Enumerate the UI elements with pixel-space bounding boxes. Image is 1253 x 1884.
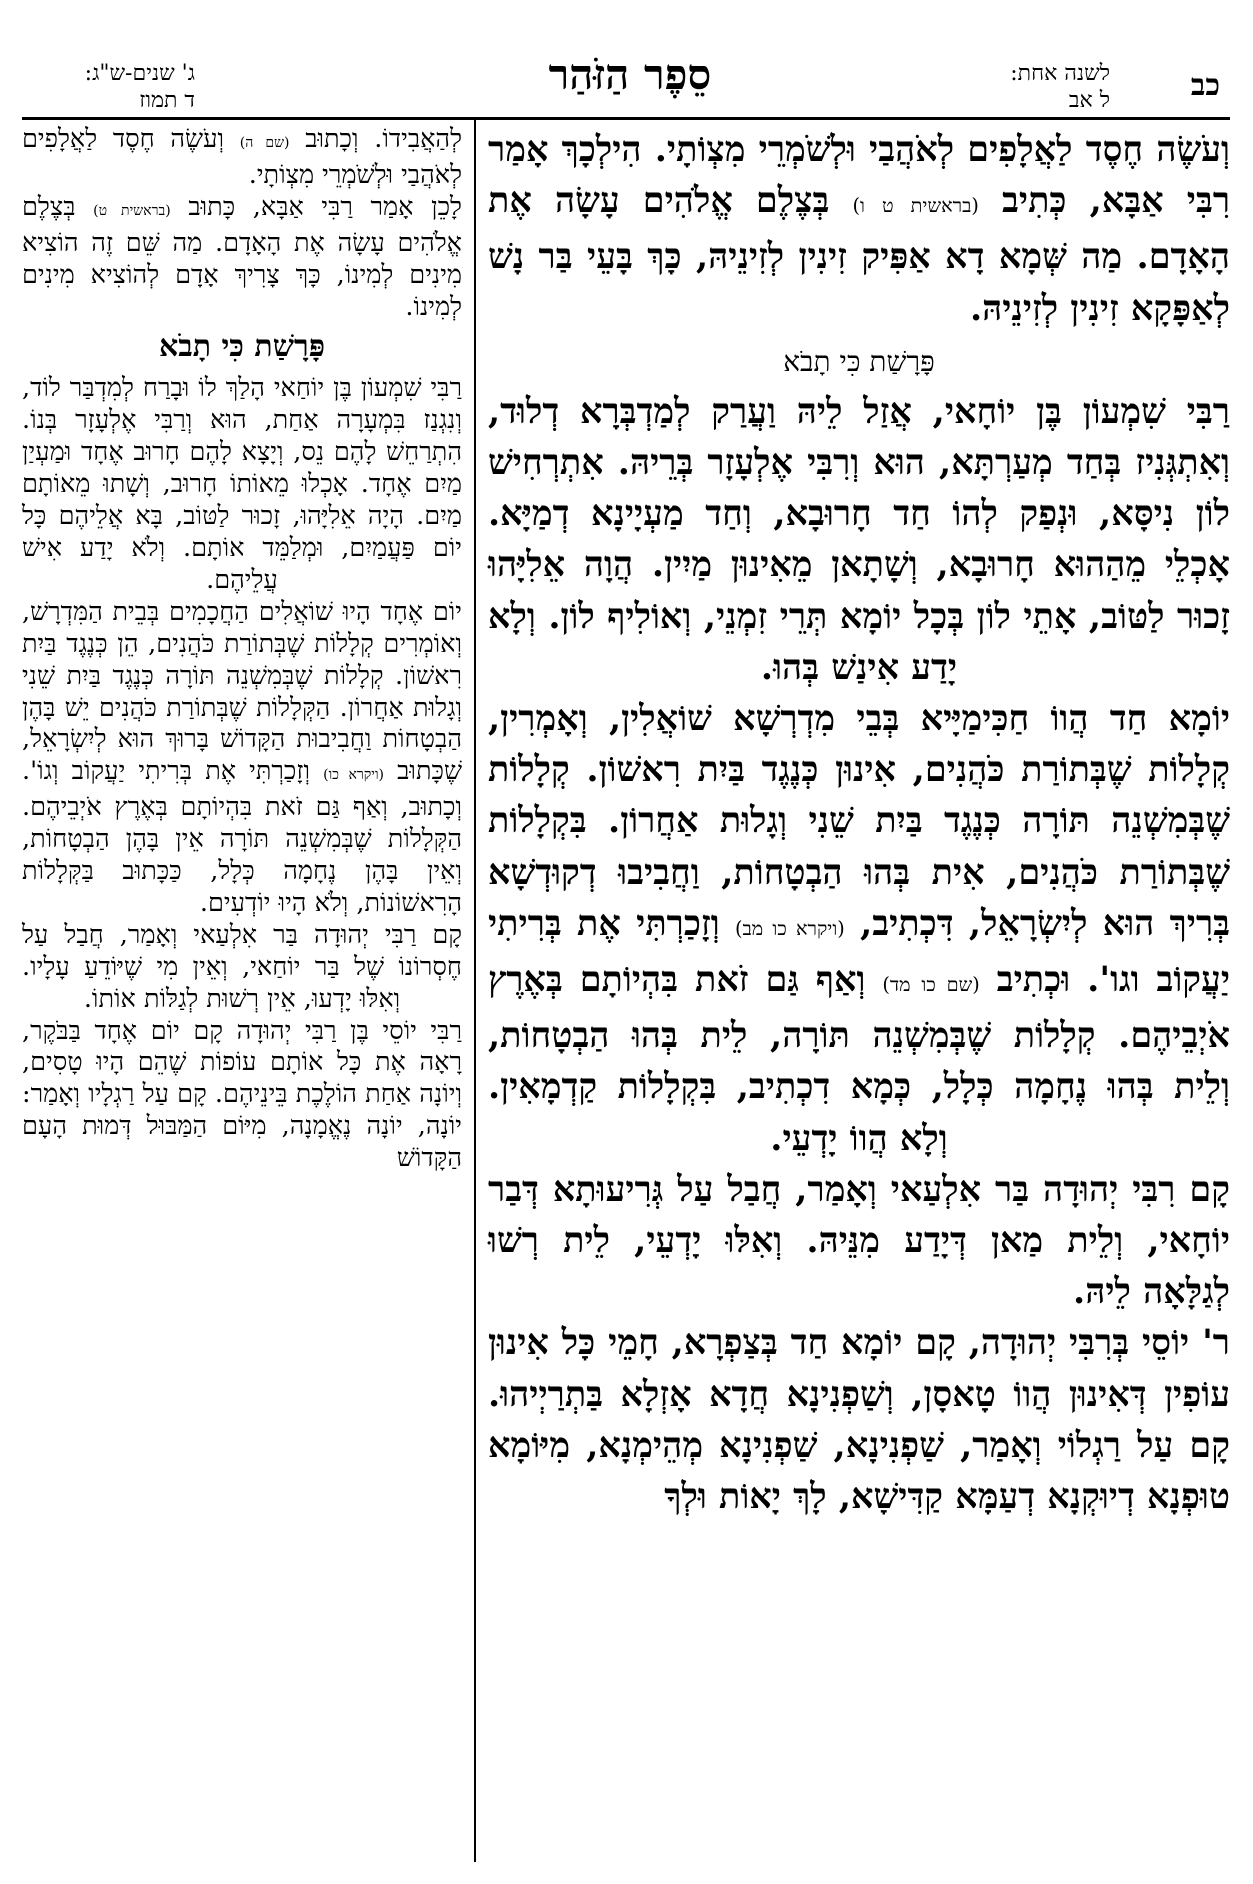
book-title: סֵפֶר הַזֹּהַר <box>548 50 712 99</box>
side-p1-reference: (שם ה) <box>239 135 290 151</box>
main-paragraph-2: רַבִּי שִׁמְעוֹן בֶּן יוֹחָאי, אֲזַל לֵיהּ וַעֲרַק לְמַדְבְּרָא דְלוּד, וְאִתְגְּנִיז בְּחַד מְעַרְתָּא, הוּא וְרִבִּי אֶלְעָזָר בְּרֵיהּ. אִתְרְחִישׁ לוֹן נִיסָּא, וּנְפַק לְהוֹ חַד חָרוּבָא, וְחַד מַעְיָינָא דְמַיָּא. אָכְלֵי מֵהַהוּא חָרוּבָא, וְשָׁתָאן מֵאִינוּן מַיִין. הֲוָה אֵלִיָּהוּ זָכוּר לַטּוֹב, אָתֵי לוֹן בְּכָל יוֹמָא תְּרֵי זִמְנֵי, וְאוֹלִיף לוֹן. וְלָא יָדַע אִינַשׁ בְּהוּ. <box>488 390 1230 688</box>
side-p2-text-b: בְּצֶלֶם אֱלֹהִים עָשָׂה אֶת הָאָדָם. מַה שֵּׁם זֶה הוֹצִיא מִינִים לְמִינוֹ, כָּךְ צָרִיךְ אָדָם לְהוֹצִיא מִינִים לְמִינוֹ. <box>22 191 462 322</box>
header-left-line2: ד תמוז <box>139 88 195 113</box>
main-p1-text-b: בְּצֶלֶם אֱלֹהִים עָשָׂה אֶת הָאָדָם. מַה שְּׁמָא דָא אַפִּיק זִינִין לְזִינֵיהּ, כָּךְ בָּעֵי בַּר נָשׁ לְאַפָּקָא זִינִין לְזִינֵיהּ. <box>488 180 1230 329</box>
header-right-line2: ל אב <box>1068 88 1110 113</box>
side-p4-text: יוֹם אֶחָד הָיוּ שׁוֹאֲלִים הַחֲכָמִים בְּבֵית הַמִּדְרָשׁ, וְאוֹמְרִים קְלָלוֹת שֶׁבְּתוֹרַת כֹּהֲנִים, הֵן כְּנֶגֶד בַּיִת רִאשׁוֹן. קְלָלוֹת שֶׁבְּמִשְׁנֵה תּוֹרָה כְּנֶגֶד בַּיִת שֵׁנִי וְגָלוּת אַחֲרוֹן. הַקְּלָלוֹת שֶׁבְּתוֹרַת כֹּהֲנִים יֵשׁ בָּהֶן הַבְטָחוֹת וַחֲבִיבוּת הַקָּדוֹשׁ בָּרוּךְ הוּא לְיִשְׂרָאֵל, שֶׁכָּתוּב <box>22 596 463 787</box>
side-p2-text: לָכֵן אָמַר רַבִּי אַבָּא, כָּתוּב <box>188 191 462 222</box>
column-divider <box>474 120 476 1862</box>
main-paragraph-5: ר' יוֹסֵי בְּרִבִּי יְהוּדָה, קָם יוֹמָא חַד בְּצַפְרָא, חָמֵי כָּל אִינוּן עוֹפִין דְּאִינוּן הֲווֹ טָאסָן, וְשַׁפְנִינָא חֲדָא אָזְלָא בַּתְרַיְיהוּ. קָם עַל רַגְלוֹי וְאָמַר, שַׁפְנִינָא, שַׁפְנִינָא מְהֵימְנָא, מִיּוֹמָא טוּפְנָא דְיוּקְנָא דְעַמָּא קַדִּישָׁא, לָךְ יָאוֹת וּלְךָ <box>488 1322 1230 1518</box>
main-p3-reference-2: (שם כו מד) <box>882 973 980 997</box>
page-header <box>0 0 1253 118</box>
main-p3-text: יוֹמָא חַד הֲווֹ חַכִּימַיָּיא בְּבֵי מִדְרְשָׁא שׁוֹאֲלִין, וְאָמְרִין, קְלָלוֹת שֶׁבְּתוֹרַת כֹּהֲנִים, אִינוּן כְּנֶגֶד בַּיִת רִאשׁוֹן. קְלָלוֹת שֶׁבְּמִשְׁנֵה תּוֹרָה כְּנֶגֶד בַּיִת שֵׁנִי וְגָלוּת אַחֲרוֹן. בִּקְלָלוֹת שֶׁבְּתוֹרַת כֹּהֲנִים, אִית בְּהוּ הַבְטָחוֹת, וַחֲבִיבוּ דְקוּדְשָׁא בְּרִיךְ הוּא לְיִשְׂרָאֵל, דִּכְתִיב, <box>488 698 1231 944</box>
side-paragraph-5: קָם רַבִּי יְהוּדָה בַּר אִלְעַאי וְאָמַר, חֲבַל עַל חֶסְרוֹנוֹ שֶׁל בַּר יוֹחַאי, וְאֵין מִי שֶׁיּוֹדֵעַ עָלָיו. וְאִלּוּ יָדְעוּ, אֵין רְשׁוּת לְגַלּוֹת אוֹתוֹ. <box>22 919 462 1014</box>
side-p2-reference: (בראשית ט) <box>93 202 171 219</box>
header-rule <box>22 117 1230 120</box>
main-paragraph-4: קָם רִבִּי יְהוּדָה בַּר אִלְעַאי וְאָמַר, חֲבַל עַל גְּרִיעוּתָא דְּבַר יוֹחָאי, וְלֵית מַאן דְּיָדַע מִנֵּיהּ. וְאִלּוּ יָדְעֵי, לֵית רְשׁוּ לְגַלָּאָה לֵיהּ. <box>488 1168 1230 1313</box>
header-left-schedule <box>20 60 195 114</box>
side-p4-text-b: וְזָכַרְתִּי אֶת בְּרִיתִי יַעֲקוֹב וְגוֹ'. וְכָתוּב, וְאַף גַּם זֹאת בִּהְיוֹתָם בְּאֶרֶץ אֹיְבֵיהֶם. הַקְּלָלוֹת שֶׁבְּמִשְׁנֵה תּוֹרָה אֵין בָּהֶן הַבְטָחוֹת, וְאֵין בָּהֶן נֶחָמָה כְּלָל, כַּכָּתוּב בַּקְּלָלוֹת הָרִאשׁוֹנוֹת, וְלֹא הָיוּ יוֹדְעִים. <box>22 756 462 918</box>
side-section-title: פָּרָשַׁת כִּי תָבֹא <box>158 329 326 365</box>
side-p1-text-b: וְעֹשֶׂה חֶסֶד לַאֲלָפִים לְאֹהֲבַי וּלְשֹׁמְרֵי מִצְוֹתָי. <box>22 124 462 190</box>
header-left-line1: ג' שנים-ש"ג: <box>84 61 195 86</box>
header-right-line1: לשנה אחת: <box>1010 61 1110 86</box>
side-paragraph-6: רַבִּי יוֹסֵי בֶּן רַבִּי יְהוּדָה קָם יוֹם אֶחָד בַּבֹּקֶר, רָאָה אֶת כָּל אוֹתָם עוֹפוֹת שֶׁהֵם הָיוּ טָסִים, וְיוֹנָה אַחַת הוֹלֶכֶת בֵּינֵיהֶם. קָם עַל רַגְלָיו וְאָמַר: יוֹנָה, יוֹנָה נֶאֱמָנָה, מִיּוֹם הַמַּבּוּל דְּמוּת הָעָם הַקָּדוֹשׁ <box>22 1015 462 1174</box>
main-paragraph-1 <box>488 124 1230 334</box>
main-section-title: פָּרָשַׁת כִּי תָבֹא <box>783 344 935 378</box>
main-p1-text: וְעֹשֶׂה חֶסֶד לַאֲלָפִים לְאֹהֲבַי וּלְשֹׁמְרֵי מִצְוֹתָי. הִילְכָךְ אָמַר רִבִּי אַבָּא, כְּתִיב <box>488 129 1231 222</box>
side-paragraph-1 <box>22 124 462 192</box>
side-paragraph-2 <box>22 192 462 324</box>
main-p3-text-b: וְזָכַרְתִּי אֶת בְּרִיתִי יַעֲקוֹב וגו'. וּכְתִיב <box>488 902 1231 1001</box>
main-p3-reference-1: (ויקרא כו מב) <box>735 916 845 940</box>
side-p1-text: לְהַאֲבִידוֹ. וְכָתוּב <box>305 124 463 154</box>
main-paragraph-3 <box>488 693 1230 1164</box>
page-number: כב <box>1190 68 1220 103</box>
header-right-schedule <box>940 60 1110 114</box>
translation-column <box>22 124 462 1175</box>
side-paragraph-4 <box>22 597 462 920</box>
main-p1-reference: (בראשית ט ו) <box>852 194 979 218</box>
side-p4-reference: (ויקרא כו) <box>323 767 385 784</box>
side-paragraph-3: רַבִּי שִׁמְעוֹן בֶּן יוֹחַאי הָלַךְ לוֹ וּבָרַח לְמִדְבַּר לוֹד, וְנִגְנַז בִּמְעָרָה אַחַת, הוּא וְרַבִּי אֶלְעָזָר בְּנוֹ. הִתְרַחֵשׁ לָהֶם נֵס, וְיָצָא לָהֶם חָרוּב אֶחָד וּמַעְיַן מַיִם אֶחָד. אָכְלוּ מֵאוֹתוֹ חָרוּב, וְשָׁתוּ מֵאוֹתָם מַיִם. הָיָה אֵלִיָּהוּ, זָכוּר לַטּוֹב, בָּא אֲלֵיהֶם כָּל יוֹם פַּעֲמַיִם, וּמְלַמֵּד אוֹתָם. וְלֹא יָדַע אִישׁ עֲלֵיהֶם. <box>22 373 462 595</box>
main-text-column <box>488 124 1230 1522</box>
main-p3-text-c: וְאַף גַּם זֹאת בִּהְיוֹתָם בְּאֶרֶץ אֹיְבֵיהֶם. קְלָלוֹת שֶׁבְּמִשְׁנֵה תּוֹרָה, לֵית בְּהוּ הַבְטָחוֹת, וְלֵית בְּהוּ נֶחָמָה כְּלָל, כְּמָא דִכְתִיב, בִּקְלָלוֹת קַדְמָאִין. וְלָא הֲווֹ יָדְעֵי. <box>488 959 1230 1159</box>
